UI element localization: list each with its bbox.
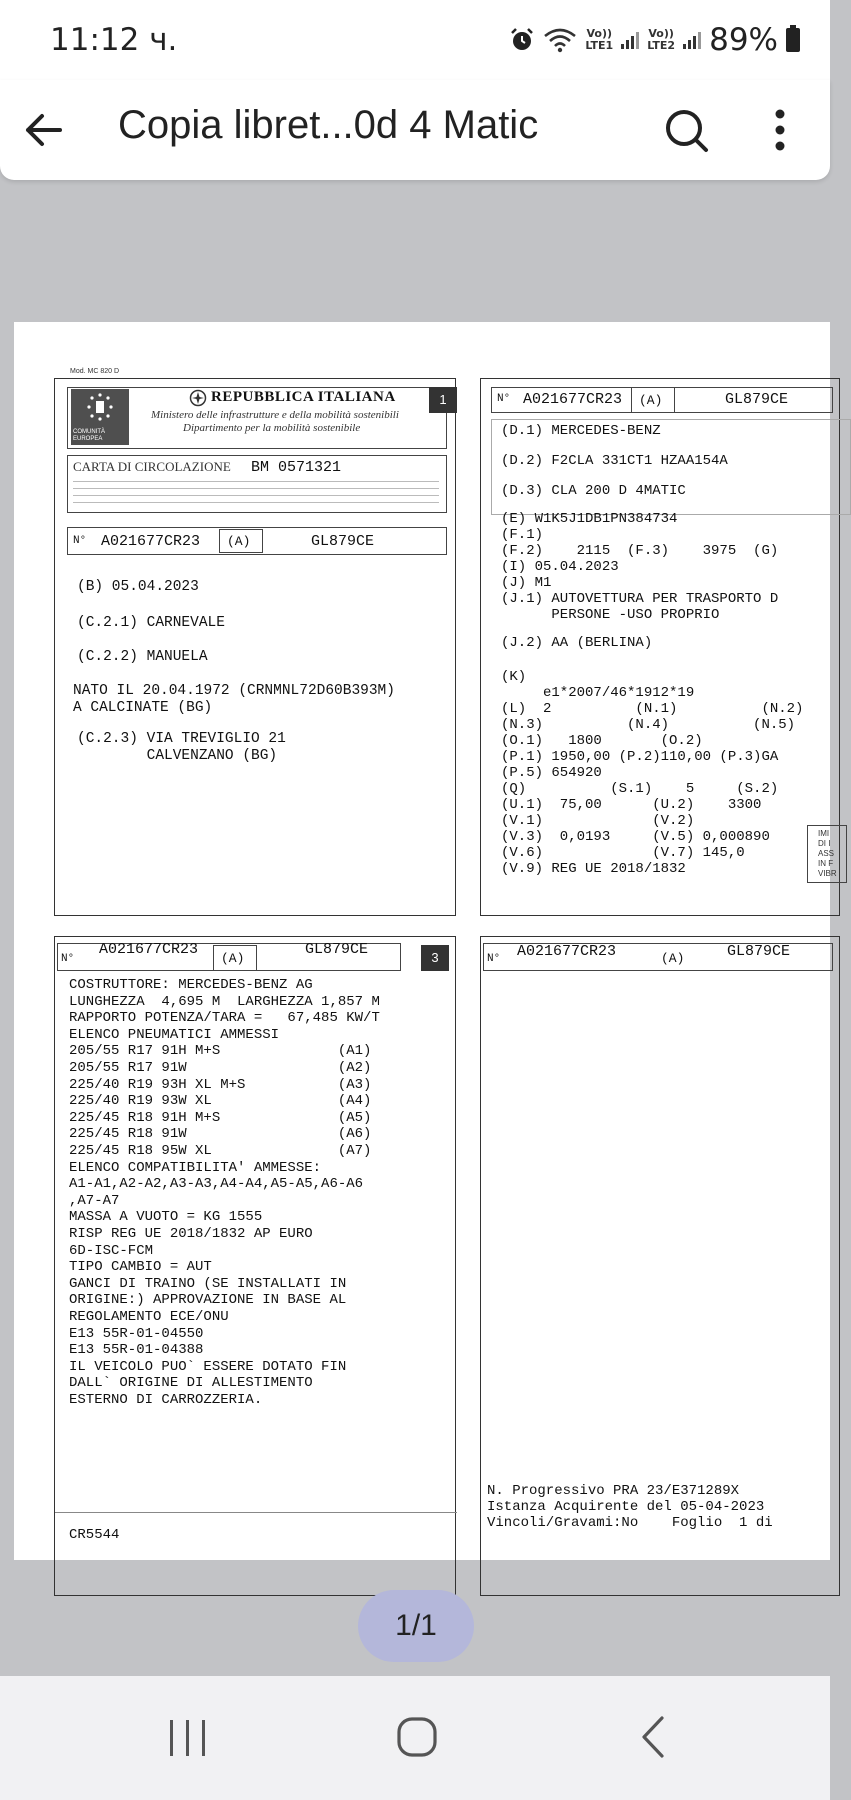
search-icon: [656, 100, 716, 160]
birth-place: A CALCINATE (BG): [73, 700, 213, 716]
field-k-value: e1*2007/46*1912*19: [501, 685, 695, 701]
page-number-1: 1: [429, 387, 457, 413]
system-back-button[interactable]: [632, 1712, 672, 1762]
field-l: (L) 2 (N.1) (N.2): [501, 701, 804, 717]
alarm-icon: [509, 27, 535, 53]
no-label: N°: [73, 535, 87, 547]
panel-owner: [54, 378, 456, 916]
eu-stars-icon: [71, 389, 129, 429]
status-bar: [0, 0, 830, 80]
field-d3: (D.3) CLA 200 D 4MATIC: [501, 483, 686, 499]
model-code: Mod. MC 820 D: [70, 368, 120, 375]
panel-technical: [54, 936, 456, 1596]
tech-line: 6D-ISC-FCM: [69, 1242, 154, 1259]
tyre-line: 205/55 R17 91W (A2): [69, 1060, 372, 1076]
tech-line: RAPPORTO POTENZA/TARA = 67,485 KW/T: [69, 1010, 380, 1027]
birth-line: NATO IL 20.04.1972 (CRNMNL72D60B393M): [73, 683, 395, 699]
fine-print: [73, 477, 439, 509]
pra-line: Vincoli/Gravami:No Foglio 1 di: [487, 1515, 773, 1531]
emblem-icon: [189, 389, 207, 407]
app-bar: [0, 80, 830, 180]
home-button[interactable]: [392, 1712, 442, 1762]
ministry-line-1: Ministero delle infrastrutture e della mobilità sostenibili: [151, 409, 399, 421]
recents-icon: [160, 1716, 216, 1760]
field-u1: (U.1) 75,00 (U.2) 3300: [501, 797, 762, 813]
more-options-button[interactable]: [756, 100, 804, 160]
status-icons: [509, 20, 800, 60]
wifi-icon: [543, 27, 577, 53]
republic-title: REPUBBLICA ITALIANA: [211, 389, 396, 405]
tyre-line: 225/45 R18 95W XL (A7): [69, 1143, 372, 1159]
field-v3: (V.3) 0,0193 (V.5) 0,000890: [501, 829, 770, 845]
more-vert-icon: [756, 100, 804, 160]
plate-number: GL879CE: [725, 391, 789, 408]
tech-line: DALL` ORIGINE DI ALLESTIMENTO: [69, 1375, 313, 1392]
field-n3: (N.3) (N.4) (N.5): [501, 717, 796, 733]
field-j2: (J.2) AA (BERLINA): [501, 635, 653, 651]
field-d1: (D.1) MERCEDES-BENZ: [501, 423, 661, 439]
doc-number: A021677CR23: [517, 943, 617, 960]
field-c21: (C.2.1) CARNEVALE: [77, 615, 225, 631]
tech-line: IL VEICOLO PUO` ESSERE DOTATO FIN: [69, 1358, 347, 1375]
field-p1: (P.1) 1950,00 (P.2)110,00 (P.3)GA: [501, 749, 779, 765]
recents-button[interactable]: [160, 1716, 216, 1760]
tech-line: E13 55R-01-04388: [69, 1342, 204, 1359]
field-f1: (F.1): [501, 527, 544, 543]
field-e: (E) W1K5J1DB1PN384734: [501, 511, 678, 527]
doc-number: A021677CR23: [101, 533, 201, 550]
tech-line: ,A7-A7: [69, 1192, 120, 1209]
field-b: (B) 05.04.2023: [77, 579, 199, 595]
document-title: Copia libret...0d 4 Matic: [118, 103, 539, 147]
plate-number: GL879CE: [727, 943, 791, 960]
field-q: (Q) (S.1) 5 (S.2): [501, 781, 779, 797]
battery-icon: [786, 28, 800, 52]
tech-line: ELENCO COMPATIBILITA' AMMESSE:: [69, 1159, 322, 1176]
signal-icon: [683, 31, 701, 49]
page-indicator: 1/1: [358, 1590, 474, 1662]
carta-label: CARTA DI CIRCOLAZIONE: [73, 459, 231, 474]
eu-label: COMUNITÀ EUROPEA: [73, 429, 105, 442]
tech-line: ORIGINE:) APPROVAZIONE IN BASE AL: [69, 1292, 347, 1309]
carta-number: BM 0571321: [251, 459, 342, 476]
sim1-label: Vo)) LTE1: [585, 27, 614, 52]
tyre-line: 225/40 R19 93W XL (A4): [69, 1093, 372, 1110]
page-number-3: 3: [421, 945, 449, 971]
doc-number: A021677CR23: [523, 391, 623, 408]
tyre-line: 205/55 R17 91H M+S (A1): [69, 1043, 372, 1060]
plate-number: GL879CE: [305, 941, 369, 958]
search-button[interactable]: [656, 100, 716, 160]
a-label: (A): [639, 393, 663, 408]
footer-code: CR5544: [69, 1527, 120, 1543]
tech-line: GANCI DI TRAINO (SE INSTALLATI IN: [69, 1275, 347, 1292]
back-arrow-icon: [14, 100, 74, 160]
tyre-line: 225/45 R18 91H M+S (A5): [69, 1109, 372, 1126]
home-icon: [392, 1712, 442, 1762]
field-k: (K): [501, 669, 527, 685]
field-o1: (O.1) 1800 (O.2): [501, 733, 703, 749]
no-label: N°: [487, 953, 501, 965]
no-label: N°: [61, 953, 75, 965]
side-note-box: IMI DI I ASS IN F VIBR: [807, 825, 847, 883]
tech-line: RISP REG UE 2018/1832 AP EURO: [69, 1226, 313, 1242]
tech-line: LUNGHEZZA 4,695 M LARGHEZZA 1,857 M: [69, 993, 380, 1010]
navigation-bar: [0, 1676, 830, 1800]
document-page[interactable]: [14, 322, 837, 1560]
tyre-line: 225/45 R18 91W (A6): [69, 1126, 372, 1143]
field-p5: (P.5) 654920: [501, 765, 602, 781]
tyre-line: 225/40 R19 93H XL M+S (A3): [69, 1076, 372, 1093]
sim2-label: Vo)) LTE2: [647, 27, 676, 52]
tech-line: E13 55R-01-04550: [69, 1325, 204, 1342]
field-v1: (V.1) (V.2): [501, 813, 695, 829]
field-c22: (C.2.2) MANUELA: [77, 649, 208, 665]
status-time: 11:12 ч.: [50, 22, 178, 58]
ministry-line-2: Dipartimento per la mobilità sostenibile: [183, 422, 361, 434]
tech-line: A1-A1,A2-A2,A3-A3,A4-A4,A5-A5,A6-A6: [69, 1176, 364, 1193]
divider: [55, 1512, 457, 1513]
back-button[interactable]: [14, 100, 74, 160]
field-c23: (C.2.3) VIA TREVIGLIO 21: [77, 731, 286, 747]
tech-line: MASSA A VUOTO = KG 1555: [69, 1209, 263, 1226]
panel-annotations: [480, 936, 840, 1596]
a-label: (A): [661, 951, 685, 966]
field-v6: (V.6) (V.7) 145,0: [501, 845, 745, 861]
pra-line: Istanza Acquirente del 05-04-2023: [487, 1499, 765, 1515]
field-c23-city: CALVENZANO (BG): [77, 748, 278, 764]
doc-number: A021677CR23: [99, 941, 199, 958]
tech-line: ELENCO PNEUMATICI AMMESSI: [69, 1026, 280, 1043]
tech-line: ESTERNO DI CARROZZERIA.: [69, 1392, 263, 1408]
tech-line: REGOLAMENTO ECE/ONU: [69, 1309, 229, 1325]
a-label: (A): [221, 951, 245, 966]
eu-flag: [71, 389, 129, 445]
field-j1: (J.1) AUTOVETTURA PER TRASPORTO D: [501, 591, 779, 607]
a-label: (A): [227, 534, 251, 549]
tech-line: TIPO CAMBIO = AUT: [69, 1259, 212, 1276]
pra-line: N. Progressivo PRA 23/E371289X: [487, 1483, 740, 1499]
tech-line: COSTRUTTORE: MERCEDES-BENZ AG: [69, 977, 313, 993]
plate-number: GL879CE: [311, 533, 375, 550]
field-f2: (F.2) 2115 (F.3) 3975 (G): [501, 543, 779, 559]
field-i: (I) 05.04.2023: [501, 559, 619, 575]
field-j: (J) M1: [501, 575, 552, 591]
no-label: N°: [497, 393, 511, 405]
field-d2: (D.2) F2CLA 331CT1 HZAA154A: [501, 453, 728, 469]
battery-percent: 89%: [709, 22, 778, 58]
field-v9: (V.9) REG UE 2018/1832: [501, 861, 686, 877]
panel-vehicle: [480, 378, 840, 916]
back-icon: [632, 1712, 672, 1762]
signal-icon: [621, 31, 639, 49]
field-j1-cont: PERSONE -USO PROPRIO: [501, 607, 720, 623]
